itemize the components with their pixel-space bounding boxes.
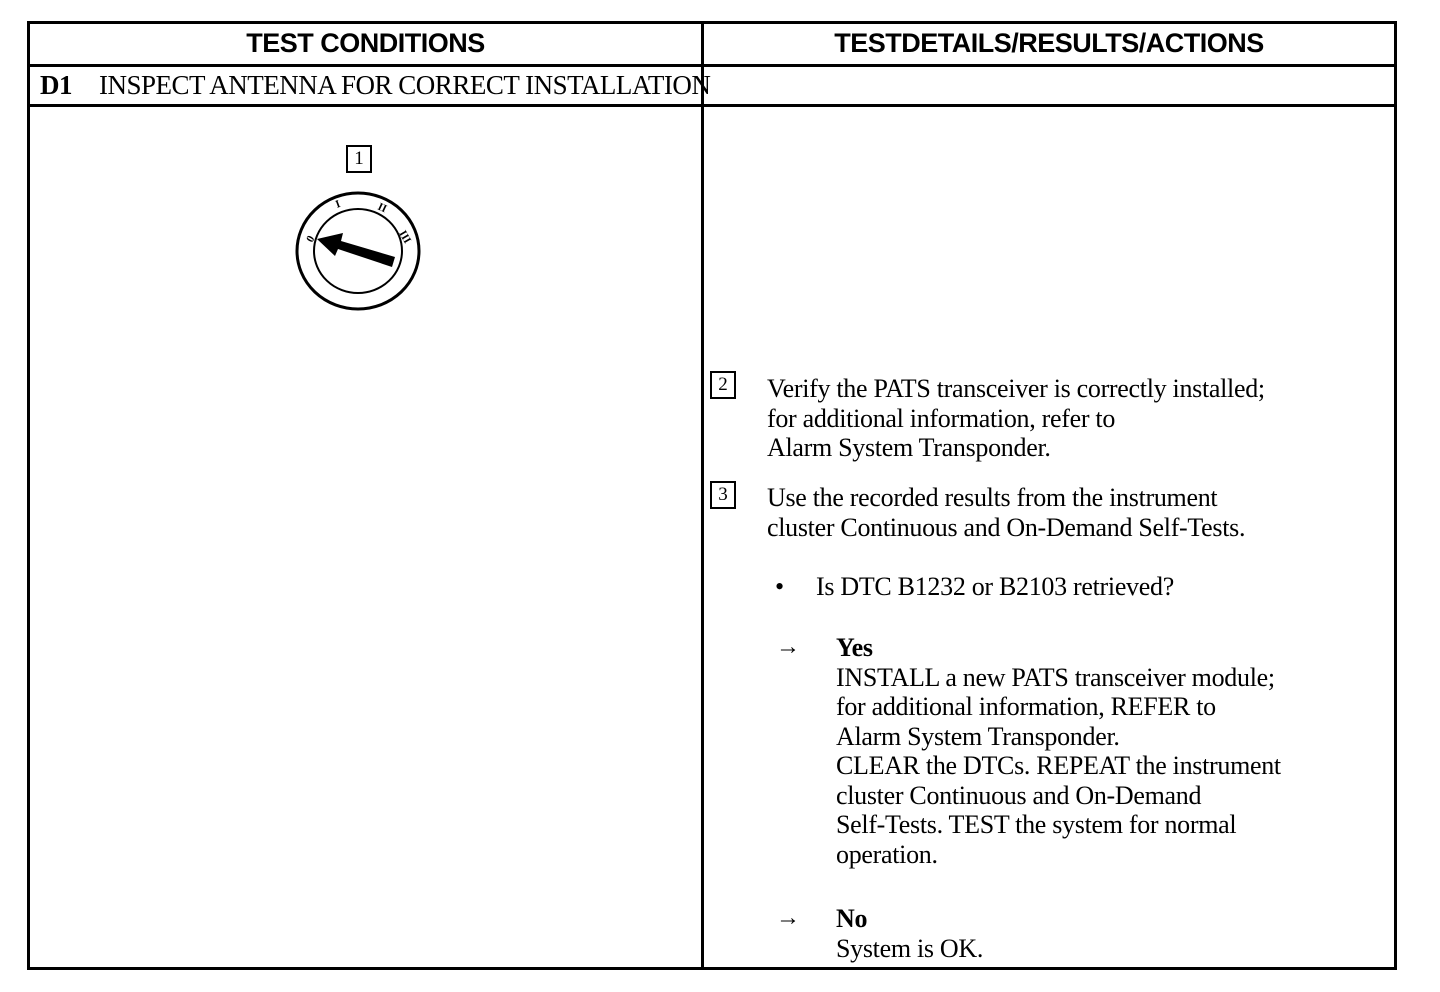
column-divider (701, 21, 704, 967)
switch-position-2: II (375, 200, 389, 216)
step-number-3: 3 (710, 481, 736, 509)
step-number-2: 2 (710, 371, 736, 399)
header-test-conditions: TEST CONDITIONS (246, 28, 485, 58)
yes-line: Self-Tests. TEST the system for normal (836, 810, 1237, 839)
yes-line: cluster Continuous and On-Demand (836, 780, 1202, 810)
header-test-details: TESTDETAILS/RESULTS/ACTIONS (834, 28, 1264, 58)
bullet-icon: • (775, 572, 785, 601)
step3-text (767, 483, 1245, 542)
switch-position-1: I (333, 198, 343, 211)
no-line: System is OK. (836, 933, 984, 963)
step-title: INSPECT ANTENNA FOR CORRECT INSTALLATION (99, 70, 711, 100)
yes-label: Yes (836, 633, 873, 662)
arrow-right-icon: → (776, 905, 800, 931)
step3-line: Use the recorded results from the instrument (767, 483, 1218, 512)
switch-position-3: III (396, 228, 414, 246)
yes-line: INSTALL a new PATS transceiver module; (836, 662, 1275, 692)
yes-line: Alarm System Transponder. (836, 721, 1120, 751)
yes-line: CLEAR the DTCs. REPEAT the instrument (836, 751, 1281, 780)
step2-text (767, 374, 1265, 463)
step-id: D1 (40, 70, 72, 100)
step3-line: cluster Continuous and On-Demand Self-Tests. (767, 512, 1246, 542)
question-text: Is DTC B1232 or B2103 retrieved? (816, 572, 1174, 601)
ignition-switch-icon (295, 191, 421, 311)
yes-branch (836, 633, 1281, 869)
step2-line: for additional information, refer to (767, 403, 1116, 433)
step2-line: Verify the PATS transceiver is correctly installed; (767, 374, 1265, 403)
yes-line: operation. (836, 839, 938, 869)
arrow-right-icon: → (776, 634, 800, 660)
switch-position-0: 0 (304, 233, 318, 245)
no-label: No (836, 904, 868, 933)
yes-line: for additional information, REFER to (836, 692, 1216, 721)
step-title-divider (27, 104, 1397, 107)
step-title-row (40, 66, 710, 104)
step2-line: Alarm System Transponder. (767, 433, 1051, 462)
no-branch (836, 904, 983, 963)
step-number-1: 1 (346, 145, 372, 173)
